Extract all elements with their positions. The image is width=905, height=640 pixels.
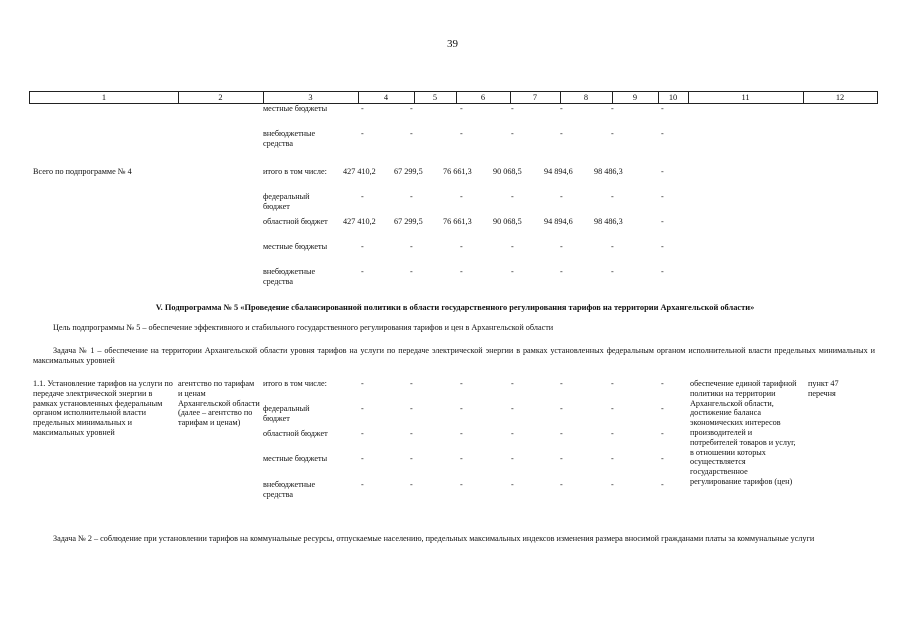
value-cell: 67 299,5 — [394, 167, 423, 176]
value-cell: - — [460, 379, 463, 388]
col-header-7: 7 — [532, 93, 538, 102]
col-header-5: 5 — [432, 93, 438, 102]
source-label: областной бюджет — [263, 217, 328, 226]
value-cell: - — [611, 404, 614, 413]
value-cell: - — [361, 454, 364, 463]
col-header-1: 1 — [101, 93, 107, 102]
value-cell: 76 661,3 — [443, 167, 472, 176]
value-cell: - — [560, 454, 563, 463]
value-cell: - — [560, 104, 563, 113]
value-cell: 76 661,3 — [443, 217, 472, 226]
value-cell: - — [410, 404, 413, 413]
value-cell: - — [460, 480, 463, 489]
col-header-3: 3 — [308, 93, 313, 102]
value-cell: - — [511, 267, 514, 276]
value-cell: - — [460, 454, 463, 463]
value-cell: 427 410,2 — [343, 217, 376, 226]
value-cell: - — [410, 454, 413, 463]
value-cell: - — [460, 267, 463, 276]
col-header-9: 9 — [632, 93, 638, 102]
value-cell: - — [661, 104, 664, 113]
value-cell: - — [661, 404, 664, 413]
value-cell: - — [611, 192, 614, 201]
value-cell: 90 068,5 — [493, 167, 522, 176]
col-header-4: 4 — [383, 93, 389, 102]
value-cell: - — [661, 454, 664, 463]
table-header-row — [29, 91, 878, 104]
value-cell: - — [611, 267, 614, 276]
value-cell: - — [661, 217, 664, 226]
value-cell: - — [611, 104, 614, 113]
value-cell: - — [560, 129, 563, 138]
task-2: Задача № 2 – соблюдение при установлении тарифов на коммунальные ресурсы, отпускаемые населению, предельных максимальных индексов изменения размера вносимой гражданами платы за коммунальные услуги — [53, 534, 815, 543]
col-header-10: 10 — [668, 93, 678, 102]
value-cell: - — [560, 379, 563, 388]
source-label: местные бюджеты — [263, 242, 328, 251]
value-cell: - — [661, 192, 664, 201]
value-cell: - — [410, 267, 413, 276]
value-cell: - — [611, 129, 614, 138]
value-cell: - — [661, 167, 664, 176]
total-label: Всего по подпрограмме № 4 — [33, 167, 132, 176]
value-cell: - — [511, 379, 514, 388]
subprogram-goal: Цель подпрограммы № 5 – обеспечение эффективного и стабильного государственного регулирования тарифов и цен в Архангельской области — [53, 323, 554, 332]
col-header-2: 2 — [218, 93, 223, 102]
value-cell: - — [511, 480, 514, 489]
value-cell: - — [661, 429, 664, 438]
value-cell: - — [361, 267, 364, 276]
value-cell: - — [611, 454, 614, 463]
value-cell: - — [560, 480, 563, 489]
source-label: местные бюджеты — [263, 454, 328, 463]
source-label: областной бюджет — [263, 429, 328, 438]
value-cell: - — [410, 242, 413, 251]
value-cell: - — [661, 267, 664, 276]
col-header-12: 12 — [835, 93, 845, 102]
value-cell: - — [511, 104, 514, 113]
value-cell: - — [511, 192, 514, 201]
value-cell: - — [560, 429, 563, 438]
section-title: V. Подпрограмма № 5 «Проведение сбалансированной политики в области государственного регулирования тарифов на территории Архангельской области» — [155, 303, 755, 312]
indicator-reference: пункт 47 перечня — [808, 379, 839, 398]
value-cell: - — [611, 379, 614, 388]
value-cell: - — [661, 480, 664, 489]
value-cell: - — [410, 192, 413, 201]
source-label: внебюджетные средства — [263, 267, 316, 286]
value-cell: - — [460, 104, 463, 113]
value-cell: 94 894,6 — [544, 167, 573, 176]
value-cell: - — [511, 129, 514, 138]
value-cell: - — [611, 480, 614, 489]
col-header-6: 6 — [480, 93, 486, 102]
value-cell: - — [511, 429, 514, 438]
value-cell: 98 486,3 — [594, 217, 623, 226]
value-cell: - — [361, 379, 364, 388]
value-cell: - — [661, 379, 664, 388]
value-cell: - — [611, 429, 614, 438]
value-cell: 67 299,5 — [394, 217, 423, 226]
value-cell: - — [560, 404, 563, 413]
value-cell: - — [361, 129, 364, 138]
value-cell: - — [361, 404, 364, 413]
value-cell: - — [511, 242, 514, 251]
expected-result: обеспечение единой тарифной политики на территории Архангельской области, достижение баланса экономических интересов производителей и потребителей товаров и услуг, в отношении которых осуществляется государственное регулирование тарифов (цен) — [690, 379, 797, 486]
value-cell: - — [511, 454, 514, 463]
value-cell: - — [511, 404, 514, 413]
value-cell: - — [361, 480, 364, 489]
value-cell: - — [361, 104, 364, 113]
value-cell: - — [460, 192, 463, 201]
value-cell: - — [560, 267, 563, 276]
page-number: 39 — [447, 38, 458, 50]
value-cell: - — [661, 242, 664, 251]
activity-name: 1.1. Установление тарифов на услуги по передаче электрической энергии в рамках установленных федеральным органом исполнительной власти предельных минимальных и максимальных уровней — [33, 379, 173, 437]
value-cell: - — [560, 192, 563, 201]
value-cell: - — [361, 192, 364, 201]
value-cell: - — [460, 129, 463, 138]
col-header-11: 11 — [741, 93, 750, 102]
source-label: федеральный бюджет — [263, 404, 310, 423]
source-label: внебюджетные средства — [263, 129, 316, 148]
value-cell: - — [361, 429, 364, 438]
value-cell: - — [410, 480, 413, 489]
value-cell: - — [460, 404, 463, 413]
source-label: итого в том числе: — [263, 379, 327, 388]
value-cell: - — [560, 242, 563, 251]
source-label: внебюджетные средства — [263, 480, 316, 499]
value-cell: 98 486,3 — [594, 167, 623, 176]
activity-executor: агентство по тарифам и ценам Архангельской области (далее – агентство по тарифам и ценам) — [178, 379, 260, 428]
value-cell: - — [460, 429, 463, 438]
value-cell: - — [410, 429, 413, 438]
col-header-8: 8 — [583, 93, 589, 102]
value-cell: - — [361, 242, 364, 251]
value-cell: - — [410, 104, 413, 113]
source-label: итого в том числе: — [263, 167, 327, 176]
source-label: федеральный бюджет — [263, 192, 310, 211]
value-cell: - — [410, 379, 413, 388]
value-cell: - — [410, 129, 413, 138]
task-1: Задача № 1 – обеспечение на территории Архангельской области уровня тарифов на услуги по передаче электрической энергии в рамках установленных федеральным органом исполнительной власти предельных минимальных и максимальных уровней — [33, 346, 875, 365]
value-cell: 94 894,6 — [544, 217, 573, 226]
value-cell: - — [460, 242, 463, 251]
source-label: местные бюджеты — [263, 104, 328, 113]
value-cell: 427 410,2 — [343, 167, 376, 176]
value-cell: 90 068,5 — [493, 217, 522, 226]
value-cell: - — [661, 129, 664, 138]
value-cell: - — [611, 242, 614, 251]
